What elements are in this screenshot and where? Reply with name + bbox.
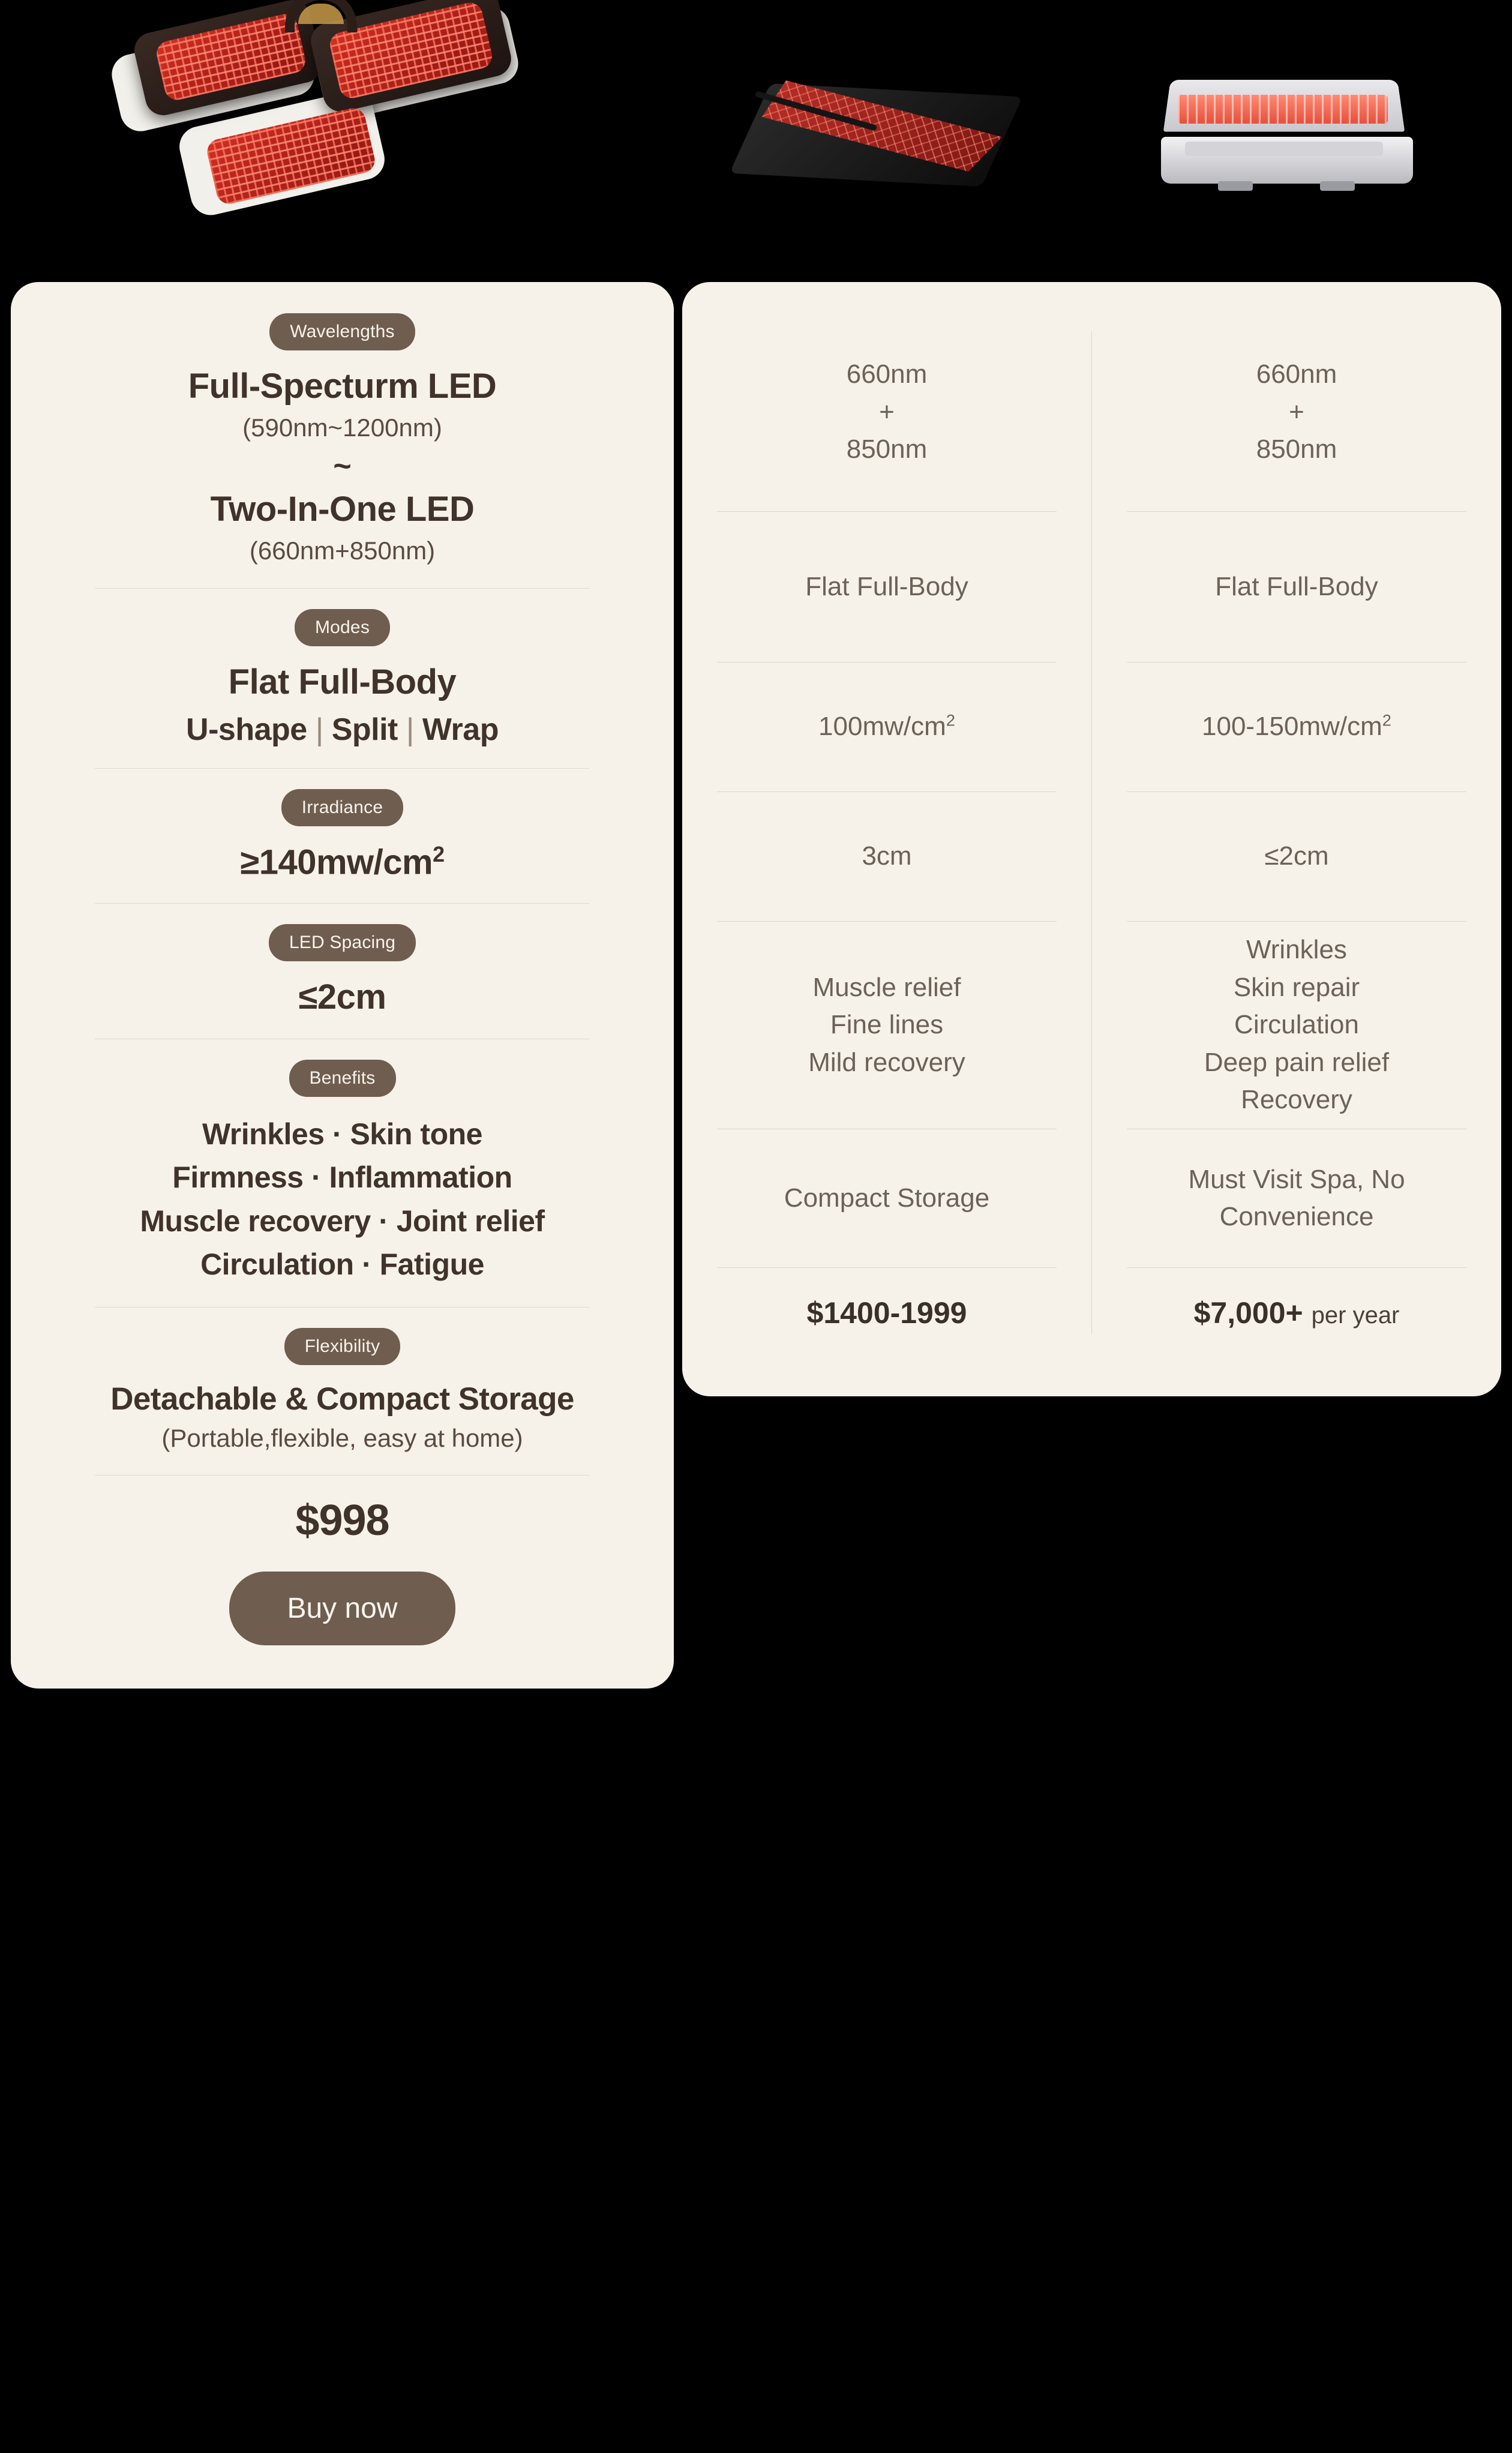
divider: [95, 588, 590, 589]
divider: [95, 1307, 590, 1308]
comp-b-flexibility-line: Must Visit Spa, No: [1188, 1164, 1405, 1194]
comp-b-benefit: Recovery: [1241, 1085, 1352, 1115]
competitor-bed-image: [1161, 72, 1419, 222]
our-benefit-line: Wrinkles · Skin tone: [202, 1117, 482, 1151]
our-wavelength-sub: (590nm~1200nm): [242, 413, 442, 442]
comp-b-irradiance-number: 100-150mw/cm: [1202, 712, 1382, 742]
comp-b-price-value: [1194, 1296, 1400, 1330]
our-benefit-line: Muscle recovery · Joint relief: [140, 1204, 545, 1238]
comp-a-led-spacing-value: 3cm: [862, 841, 912, 871]
competitor-a-column: [682, 313, 1091, 1358]
comp-b-flexibility: [1092, 1129, 1501, 1267]
comp-b-benefits: [1092, 922, 1501, 1129]
comp-a-led-spacing: [682, 792, 1091, 921]
row-benefits: [11, 1060, 674, 1287]
our-irradiance-value: [95, 842, 590, 883]
comp-a-modes-value: Flat Full-Body: [805, 571, 968, 601]
our-modes-secondary: [95, 712, 590, 748]
comparison-cards: [0, 282, 1512, 1689]
mode-divider: |: [315, 712, 323, 747]
comp-a-benefit: Mild recovery: [808, 1047, 965, 1077]
comp-b-wave-2: 850nm: [1256, 434, 1337, 464]
comp-b-wave-plus: +: [1289, 397, 1304, 427]
divider: [95, 903, 590, 904]
comp-a-flexibility: [682, 1129, 1091, 1267]
comp-b-led-spacing-value: ≤2cm: [1264, 841, 1329, 871]
bed-base-surface: [1185, 142, 1383, 156]
unit-superscript: 2: [946, 710, 955, 730]
label-modes: Modes: [295, 609, 390, 646]
comp-b-modes: [1092, 512, 1501, 662]
our-modes-primary: Flat Full-Body: [228, 662, 457, 702]
comp-a-modes: [682, 512, 1091, 662]
buy-now-button[interactable]: Buy now: [229, 1572, 455, 1645]
comp-b-irradiance: [1092, 662, 1501, 791]
comp-b-led-spacing: [1092, 792, 1501, 921]
comp-b-price-number: $7,000+: [1193, 1296, 1303, 1330]
our-wavelength-main: Full-Specturm LED: [188, 367, 497, 406]
competitor-mat-image: [735, 72, 1047, 228]
comp-b-wavelengths: [1092, 313, 1501, 511]
comp-a-irradiance-value: [818, 708, 955, 745]
comp-a-irradiance: [682, 662, 1091, 791]
comp-a-wavelengths: [682, 313, 1091, 511]
row-irradiance: [11, 789, 674, 883]
divider: [95, 1475, 590, 1476]
our-benefit-line: Circulation · Fatigue: [200, 1248, 484, 1282]
our-led-spacing-value: ≤2cm: [298, 977, 386, 1017]
row-flexibility: [11, 1328, 674, 1455]
divider: [95, 768, 590, 769]
bed-foot: [1218, 181, 1253, 191]
comp-a-benefits: [682, 922, 1091, 1129]
our-flexibility-main: Detachable & Compact Storage: [110, 1381, 574, 1417]
comp-b-irradiance-value: [1202, 708, 1391, 745]
comp-b-wave-1: 660nm: [1256, 359, 1337, 389]
label-wavelengths: Wavelengths: [269, 313, 415, 350]
comp-a-flexibility-value: Compact Storage: [784, 1183, 990, 1213]
mode-u-shape: U-shape: [186, 712, 307, 747]
unit-superscript: 2: [1382, 710, 1391, 730]
comp-a-irradiance-number: 100mw/cm: [818, 712, 946, 742]
comp-b-benefit: Circulation: [1234, 1010, 1359, 1040]
row-price: [11, 1496, 674, 1645]
our-price: $998: [295, 1497, 389, 1545]
unit-superscript: 2: [433, 841, 445, 866]
label-led-spacing: LED Spacing: [269, 924, 416, 961]
comp-b-flexibility-line: Convenience: [1219, 1202, 1374, 1231]
label-irradiance: Irradiance: [281, 789, 403, 826]
competitor-b-column: [1092, 313, 1501, 1358]
mode-divider: |: [406, 712, 414, 747]
mode-split: Split: [331, 712, 398, 747]
our-product-card: [11, 282, 674, 1689]
comp-b-benefit: Deep pain relief: [1204, 1047, 1390, 1077]
our-benefit-line: Firmness · Inflammation: [172, 1160, 512, 1195]
comp-b-modes-value: Flat Full-Body: [1215, 571, 1378, 601]
comp-b-benefit: Wrinkles: [1246, 935, 1347, 965]
our-flexibility-sub: (Portable,flexible, easy at home): [161, 1423, 523, 1452]
product-image-strip: [0, 0, 1512, 282]
comp-a-price-value: $1400-1999: [806, 1296, 967, 1330]
comp-b-price-suffix: per year: [1311, 1302, 1400, 1329]
bed-lid-leds: [1178, 95, 1388, 124]
label-flexibility: Flexibility: [284, 1328, 401, 1365]
row-led-spacing: [11, 924, 674, 1018]
our-wavelength-sub-2: (660nm+850nm): [249, 536, 436, 565]
comp-a-benefit: Fine lines: [830, 1010, 944, 1040]
mode-wrap: Wrap: [422, 712, 499, 747]
comp-b-price: [1092, 1268, 1501, 1358]
comp-a-wave-plus: +: [879, 397, 895, 427]
comp-b-benefit: Skin repair: [1233, 972, 1360, 1002]
our-wavelength-main-2: Two-In-One LED: [210, 490, 475, 529]
competitors-card: [682, 282, 1501, 1396]
comp-a-wave-1: 660nm: [846, 359, 928, 389]
comp-a-wave-2: 850nm: [846, 434, 928, 464]
comp-a-price: [682, 1268, 1091, 1358]
row-modes: [11, 609, 674, 747]
our-irradiance-number: ≥140mw/cm: [240, 842, 433, 881]
label-benefits: Benefits: [289, 1060, 396, 1097]
row-wavelengths: [11, 313, 674, 568]
wavelength-separator: ~: [333, 449, 352, 484]
bed-foot: [1320, 181, 1355, 191]
featured-led-pad-image: [105, 0, 537, 258]
comp-a-benefit: Muscle relief: [812, 972, 961, 1002]
